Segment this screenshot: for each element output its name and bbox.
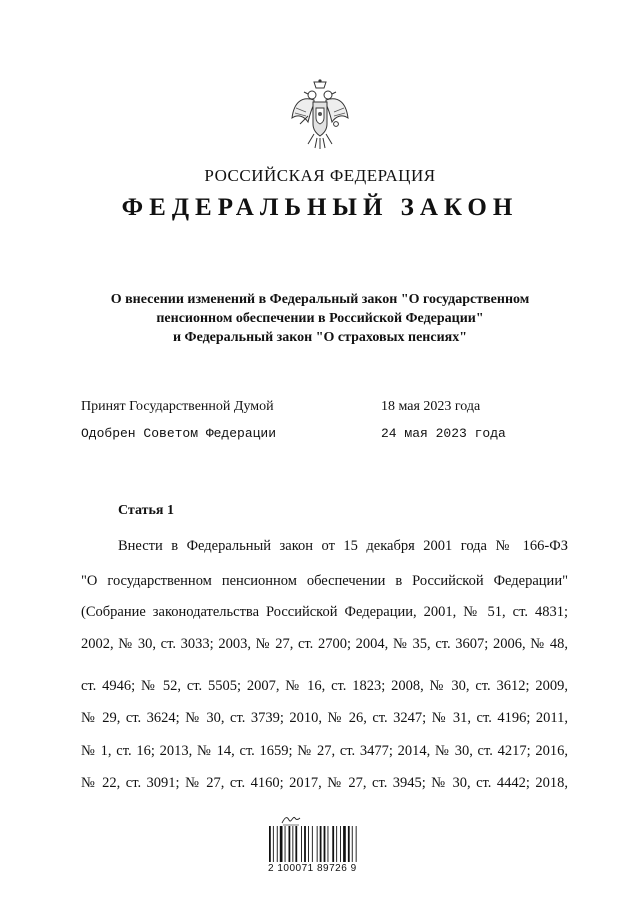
document-barcode <box>268 826 368 874</box>
barcode-bar <box>269 826 271 862</box>
article-text-line: Внести в Федеральный закон от 15 декабря 2001 года № 166-ФЗ <box>118 538 568 554</box>
barcode-bar <box>280 826 283 862</box>
barcode-bar <box>295 826 297 862</box>
duma-adoption-label: Принят Государственной Думой <box>81 399 274 414</box>
coat-of-arms-icon <box>288 78 352 152</box>
barcode-bar <box>301 826 302 862</box>
council-approval-date: 24 мая 2023 года <box>381 426 506 441</box>
barcode-bar <box>340 826 341 862</box>
country-name: РОССИЙСКАЯ ФЕДЕРАЦИЯ <box>204 166 436 185</box>
barcode-bar <box>273 826 274 862</box>
article-text-line: ст. 4946; № 52, ст. 5505; 2007, № 16, ст. 1823; 2008, № 30, ст. 3612; 2009, <box>81 678 568 694</box>
subject-line: О внесении изменений в Федеральный закон "О государственном <box>110 292 530 307</box>
barcode-bar <box>352 826 353 862</box>
article-text-line: № 1, ст. 16; 2013, № 14, ст. 1659; № 27, ст. 3477; 2014, № 30, ст. 4217; 2016, <box>81 743 568 759</box>
article-heading: Статья 1 <box>118 503 174 518</box>
document-type-title: ФЕДЕРАЛЬНЫЙ ЗАКОН <box>121 194 519 221</box>
barcode-bar <box>289 826 291 862</box>
article-text-line: "О государственном пенсионном обеспечении в Российской Федерации" <box>81 573 568 589</box>
barcode-bar <box>356 826 357 862</box>
barcode-bar <box>336 826 337 862</box>
barcode-bar <box>332 826 334 862</box>
barcode-bar <box>308 826 309 862</box>
barcode-bar <box>312 826 313 862</box>
barcode-bar <box>324 826 326 862</box>
barcode-bar <box>277 826 278 862</box>
barcode-number: 2 100071 89726 9 <box>268 863 357 874</box>
law-subject <box>0 290 640 347</box>
barcode-bar <box>292 826 293 862</box>
barcode-bar <box>320 826 322 862</box>
article-text-line: № 29, ст. 3624; № 30, ст. 3739; 2010, № 26, ст. 3247; № 31, ст. 4196; 2011, <box>81 710 568 726</box>
signature-mark-icon <box>280 814 302 826</box>
barcode-bar <box>328 826 329 862</box>
barcode-bar <box>348 826 350 862</box>
barcode-bar <box>343 826 346 862</box>
article-text-line: 2002, № 30, ст. 3033; 2003, № 27, ст. 2700; 2004, № 35, ст. 3607; 2006, № 48, <box>81 636 568 652</box>
article-text-line: № 22, ст. 3091; № 27, ст. 4160; 2017, № 27, ст. 3945; № 30, ст. 4442; 2018, <box>81 775 568 791</box>
barcode-bar <box>285 826 286 862</box>
subject-line: и Федеральный закон "О страховых пенсиях" <box>172 330 467 345</box>
barcode-icon <box>268 826 368 862</box>
subject-line: пенсионном обеспечении в Российской Федерации" <box>156 311 484 326</box>
council-approval-label: Одобрен Советом Федерации <box>81 426 277 441</box>
barcode-bar <box>317 826 318 862</box>
article-text-line: (Собрание законодательства Российской Федерации, 2001, № 51, ст. 4831; <box>81 604 568 620</box>
duma-adoption-date: 18 мая 2023 года <box>381 399 481 414</box>
barcode-bar <box>304 826 306 862</box>
